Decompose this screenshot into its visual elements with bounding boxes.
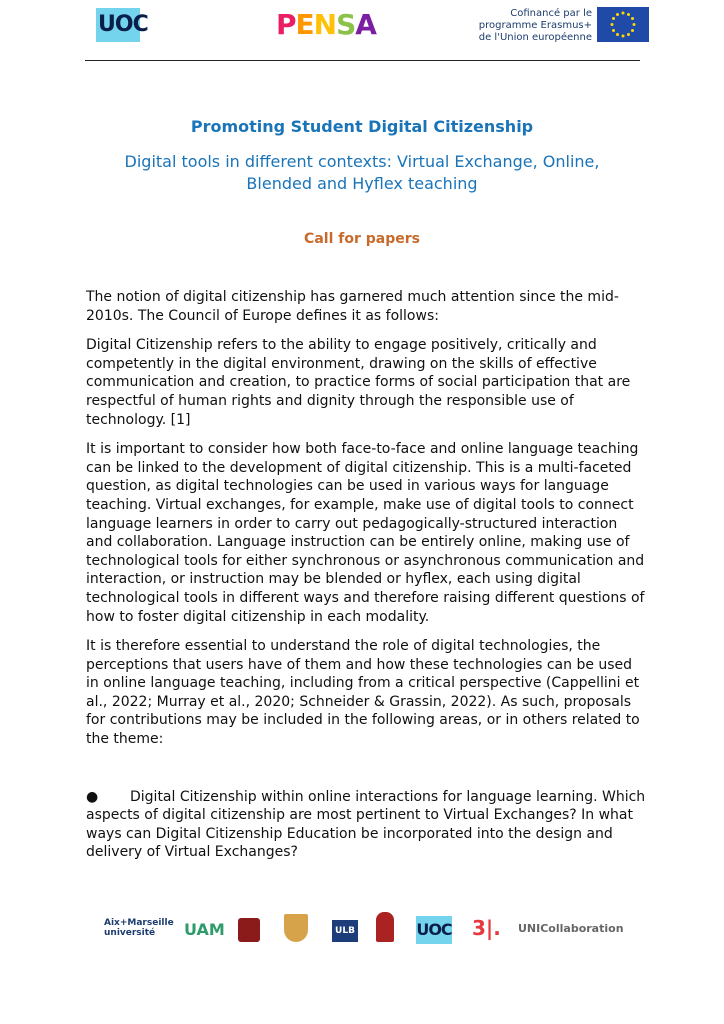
- aix-marseille-logo: [104, 918, 174, 938]
- uoc-logo: [96, 8, 148, 42]
- pensa-letter-s: S: [336, 8, 356, 41]
- cofinance-line-2: programme Erasmus+: [478, 20, 592, 31]
- pensa-logo: [276, 8, 376, 40]
- subtitle-line-1: Digital tools in different contexts: Virtual Exchange, Online,: [124, 152, 600, 171]
- university-emblem-icon: [376, 912, 394, 942]
- ulb-logo: ULB: [332, 920, 358, 942]
- cofinance-line-1: Cofinancé par le: [510, 8, 592, 19]
- pensa-letter-n: N: [313, 8, 337, 41]
- paragraph-teaching: It is important to consider how both face-to-face and online language teaching can be linked to the development of digital citizenship. This is a multi-faceted question, as digital technologies can be used in various ways for language teaching. Virtual exchanges, for example, make use of digital tools to connect language learners in order to carry out pedagogically-structured interaction and collaboration. Language instruction can be entirely online, making use of technological tools for either synchronous or asynchronous communication and interaction, or instruction may be blended or hyflex, each using digital technological tools in different ways and therefore raising different questions of how to foster digital citizenship in each modality.: [86, 441, 645, 625]
- erasmus-cofinance-text: [478, 8, 592, 44]
- unicollaboration-logo: UNICollaboration: [518, 922, 624, 935]
- amu-line-1: Aix+Marseille: [104, 918, 174, 928]
- eu-flag-icon: [597, 7, 649, 42]
- university-shield-icon: [284, 914, 308, 942]
- uoc-footer-logo: UOC: [416, 916, 452, 944]
- subtitle-line-2: Blended and Hyflex teaching: [246, 174, 478, 193]
- call-for-papers-heading: Call for papers: [304, 231, 420, 247]
- 3i-logo: 3|.: [472, 916, 501, 940]
- paragraph-essential: It is therefore essential to understand the role of digital technologies, the perceptions that users have of them and how these technologies can be used in online language teaching, including from a critical perspective (Cappellini et al., 2022; Murray et al., 2020; Schneider & Grassin, 2022). As such, proposals for contributions may be included in the following areas, or in others related to the theme:: [86, 638, 640, 748]
- document-subtitle: [60, 151, 664, 195]
- pensa-letter-e: E: [295, 8, 314, 41]
- university-crest-icon: [238, 918, 260, 942]
- bullet-text: Digital Citizenship within online interactions for language learning. Which aspects of digital citizenship are most pertinent to Virtual Exchanges? In what ways can Digital Citizenship Education be incorporated into the design and delivery of Virtual Exchanges?: [86, 788, 646, 861]
- uoc-logo-text: UOC: [98, 12, 148, 37]
- amu-line-2: université: [104, 928, 156, 938]
- pensa-letter-a: A: [355, 8, 376, 41]
- document-body: [86, 288, 646, 873]
- header-divider: [85, 60, 640, 61]
- pensa-letter-p: P: [276, 8, 296, 41]
- paragraph-definition: Digital Citizenship refers to the ability to engage positively, critically and competently in the digital environment, drawing on the skills of effective communication and creation, to practice forms of social participation that are respectful of human rights and dignity through the responsible use of technology. [1]: [86, 337, 631, 428]
- bullet-item: [86, 788, 646, 862]
- partner-logos: [104, 910, 624, 950]
- paragraph-intro: The notion of digital citizenship has garnered much attention since the mid-2010s. The Council of Europe defines it as follows:: [86, 289, 619, 324]
- document-title: Promoting Student Digital Citizenship: [190, 117, 534, 136]
- bullet-icon: ●: [86, 788, 99, 805]
- uam-logo: UAM: [184, 920, 225, 939]
- cofinance-line-3: de l'Union européenne: [478, 32, 592, 43]
